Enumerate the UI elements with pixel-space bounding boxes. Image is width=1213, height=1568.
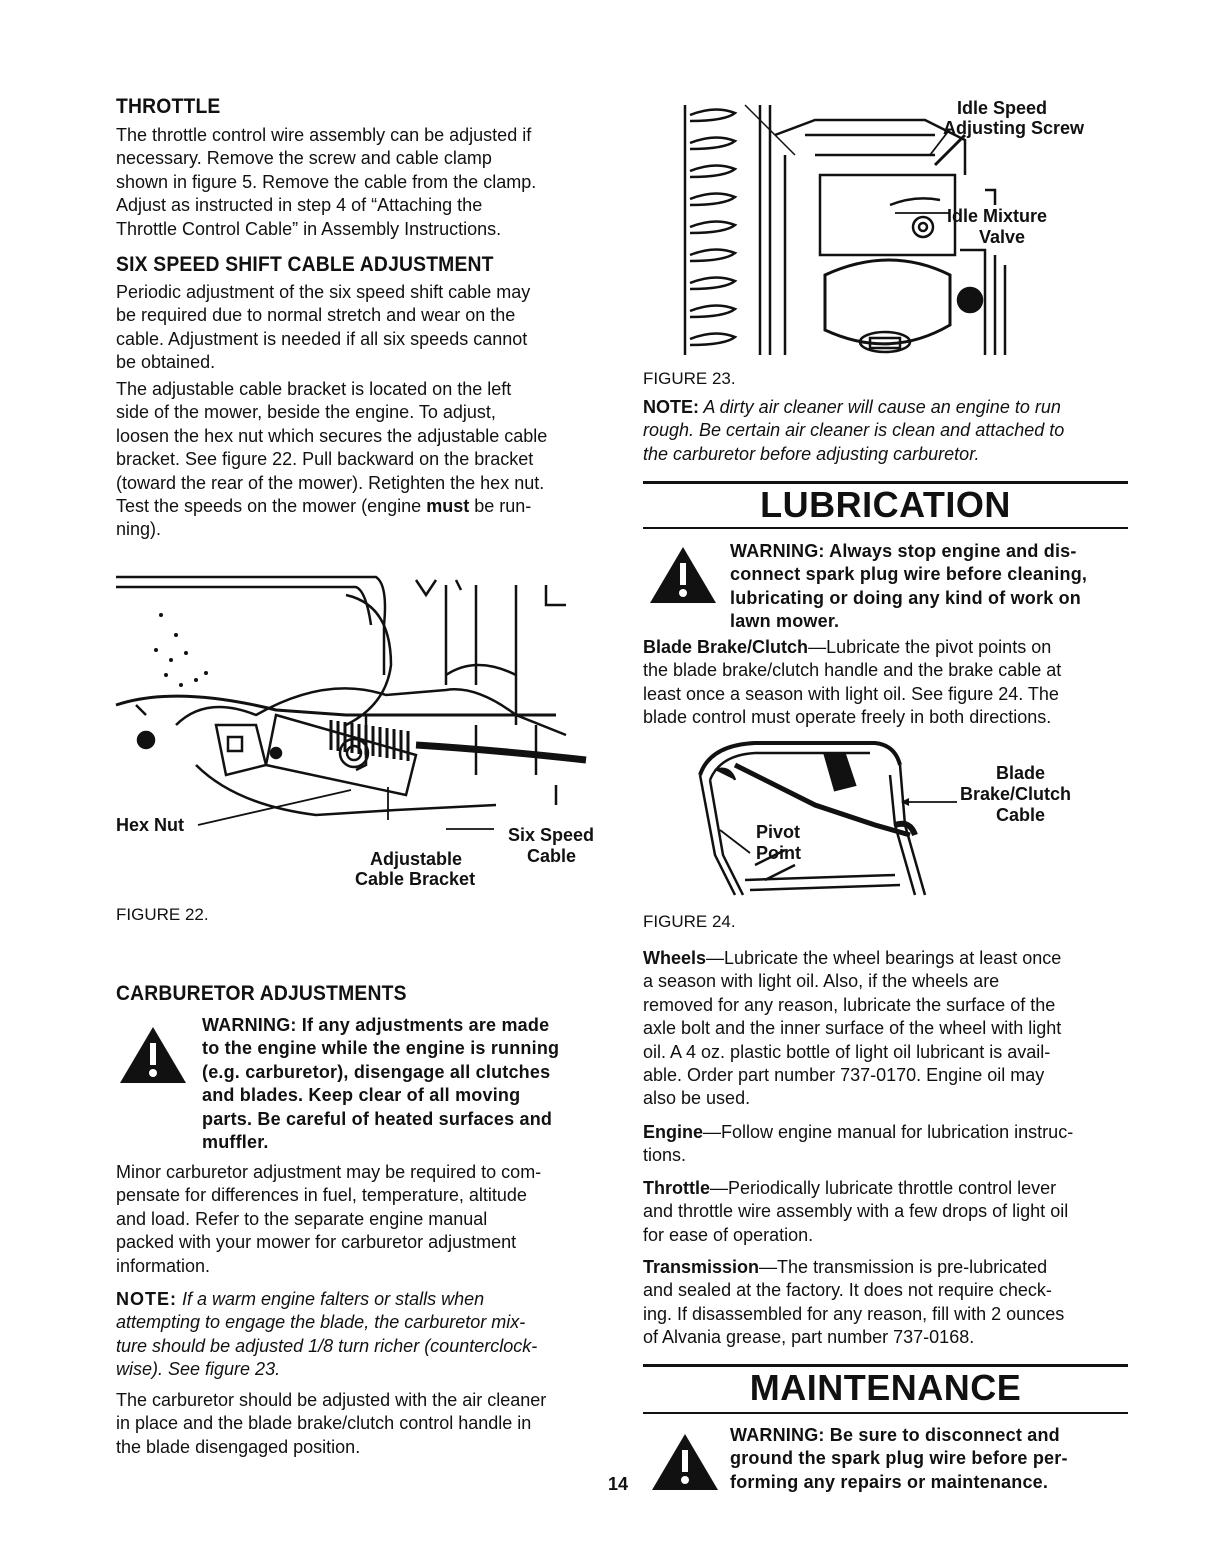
text-line: information. xyxy=(116,1255,211,1276)
text-line: blade control must operate freely in both directions. xyxy=(643,707,1052,728)
page-number: 14 xyxy=(608,1474,629,1494)
item-label: Transmission xyxy=(643,1257,760,1277)
item-label: Engine xyxy=(643,1122,704,1142)
carburetor-heading: CARBURETOR ADJUSTMENTS xyxy=(116,982,407,1005)
label-adjustable: Adjustable xyxy=(370,849,463,869)
text-line: for ease of operation. xyxy=(643,1224,814,1245)
text-line: and load. Refer to the separate engine manual xyxy=(116,1208,488,1229)
warning-line: lawn mower. xyxy=(730,611,840,632)
text-line: axle bolt and the inner surface of the wheel with light xyxy=(643,1018,1062,1039)
warning-line: lubricating or doing any kind of work on xyxy=(730,587,1082,608)
text-line: the blade disengaged position. xyxy=(116,1436,361,1457)
text-line xyxy=(643,947,1128,970)
item-label: Throttle xyxy=(643,1178,710,1198)
lubrication-warning xyxy=(730,540,1128,634)
text-line: least once a season with light oil. See figure 24. The xyxy=(643,683,1059,704)
text-line: Throttle Control Cable” in Assembly Instructions. xyxy=(116,218,502,239)
label-blade: Blade xyxy=(996,763,1046,783)
note-label: NOTE: xyxy=(116,1289,177,1309)
text-line: also be used. xyxy=(643,1088,751,1109)
text-line: oil. A 4 oz. plastic bottle of light oil lubricant is avail- xyxy=(643,1041,1051,1062)
throttle-paragraph xyxy=(116,124,598,241)
warning-line: and blades. Keep clear of all moving xyxy=(202,1085,521,1106)
maintenance-warning xyxy=(730,1424,1128,1494)
item-label: Wheels xyxy=(643,948,707,968)
text-line: loosen the hex nut which secures the adjustable cable xyxy=(116,425,548,446)
text-line: Minor carburetor adjustment may be required to com- xyxy=(116,1162,542,1182)
label-idle-mixture: Idle Mixture xyxy=(947,206,1048,226)
warning-line: parts. Be careful of heated surfaces and xyxy=(202,1108,553,1129)
note-label: NOTE: xyxy=(643,397,699,417)
text-line: be obtained. xyxy=(116,352,216,373)
text-line: rough. Be certain air cleaner is clean and attached to xyxy=(643,420,1065,441)
transmission-paragraph xyxy=(643,1256,1128,1350)
label-cable: Cable xyxy=(996,805,1046,825)
wheels-paragraph xyxy=(643,947,1128,1111)
carburetor-paragraph-1 xyxy=(116,1161,598,1278)
figure-22-illustration xyxy=(116,565,601,865)
throttle-lube-paragraph xyxy=(643,1177,1128,1247)
text-run: If a warm engine falters or stalls when xyxy=(177,1289,485,1309)
text-line xyxy=(643,1256,1128,1279)
text-line: pensate for differences in fuel, temperature, altitude xyxy=(116,1185,527,1206)
warning-triangle-icon xyxy=(650,1432,720,1492)
text-line: and throttle wire assembly with a few drops of light oil xyxy=(643,1201,1069,1222)
text-line: cable. Adjustment is needed if all six speeds cannot xyxy=(116,328,528,349)
text-line: removed for any reason, lubricate the surface of the xyxy=(643,994,1056,1015)
warning-line: ground the spark plug wire before per- xyxy=(730,1448,1068,1469)
emphasis-must: must xyxy=(426,496,470,517)
text-run: be run- xyxy=(469,496,532,517)
maintenance-rule-bottom xyxy=(643,1412,1128,1414)
text-line: wise). See figure 23. xyxy=(116,1359,281,1380)
carburetor-note xyxy=(116,1288,598,1382)
text-run: —Lubricate the pivot points on xyxy=(808,637,1052,657)
warning-triangle-icon xyxy=(648,545,718,605)
lubrication-rule-bottom xyxy=(643,527,1128,529)
warning-line: (e.g. carburetor), disengage all clutches xyxy=(202,1061,551,1082)
engine-paragraph xyxy=(643,1121,1128,1168)
label-idle-speed: Idle Speed xyxy=(957,98,1048,118)
text-line: packed with your mower for carburetor adjustment xyxy=(116,1232,517,1253)
figure-23-caption: FIGURE 23. xyxy=(643,369,736,388)
text-run: —Periodically lubricate throttle control lever xyxy=(710,1178,1057,1198)
six-speed-heading: SIX SPEED SHIFT CABLE ADJUSTMENT xyxy=(116,253,494,276)
text-line: ning). xyxy=(116,519,162,540)
warning-line: connect spark plug wire before cleaning, xyxy=(730,564,1088,585)
text-line: Periodic adjustment of the six speed shift cable may xyxy=(116,282,531,302)
label-hex-nut: Hex Nut xyxy=(116,815,185,835)
text-line xyxy=(643,1121,1128,1144)
warning-line: WARNING: If any adjustments are made xyxy=(202,1015,550,1035)
text-line: a season with light oil. Also, if the wheels are xyxy=(643,971,1000,992)
text-line: ing. If disassembled for any reason, fill with 2 ounces xyxy=(643,1303,1065,1324)
label-point: Point xyxy=(756,843,801,863)
label-valve: Valve xyxy=(979,227,1026,247)
text-line: able. Order part number 737-0170. Engine oil may xyxy=(643,1065,1045,1086)
text-line: The carburetor should be adjusted with the air cleaner xyxy=(116,1390,547,1410)
text-line: side of the mower, beside the engine. To adjust, xyxy=(116,402,496,423)
warning-line: WARNING: Be sure to disconnect and xyxy=(730,1425,1060,1445)
label-cable-bracket: Cable Bracket xyxy=(355,869,476,889)
text-run: A dirty air cleaner will cause an engine to run xyxy=(699,397,1061,417)
text-line: the carburetor before adjusting carburetor. xyxy=(643,443,980,464)
text-line: in place and the blade brake/clutch control handle in xyxy=(116,1413,532,1434)
warning-line: to the engine while the engine is running xyxy=(202,1038,560,1059)
carburetor-warning xyxy=(202,1014,598,1154)
text-line xyxy=(116,1288,598,1311)
label-brake-clutch: Brake/Clutch xyxy=(960,784,1072,804)
text-line xyxy=(643,1177,1128,1200)
text-line xyxy=(643,636,1128,659)
figure-24-illustration xyxy=(695,735,945,900)
text-line xyxy=(643,396,1128,419)
warning-line: WARNING: Always stop engine and dis- xyxy=(730,541,1077,561)
text-line xyxy=(116,495,598,518)
text-run: Test the speeds on the mower (engine xyxy=(116,496,427,517)
label-six-speed: Six Speed xyxy=(508,825,595,845)
text-line: attempting to engage the blade, the carburetor mix- xyxy=(116,1312,526,1333)
text-line: ture should be adjusted 1/8 turn richer (counterclock- xyxy=(116,1335,538,1356)
text-run: —The transmission is pre-lubricated xyxy=(759,1257,1048,1277)
text-line: bracket. See figure 22. Pull backward on the bracket xyxy=(116,449,534,470)
six-speed-paragraph-1 xyxy=(116,281,598,375)
text-run: —Lubricate the wheel bearings at least once xyxy=(706,948,1062,968)
label-cable: Cable xyxy=(527,846,577,866)
text-line: shown in figure 5. Remove the cable from the clamp. xyxy=(116,171,537,192)
text-line: be required due to normal stretch and wear on the xyxy=(116,305,516,326)
figure-23-note xyxy=(643,396,1128,466)
throttle-heading: THROTTLE xyxy=(116,95,221,118)
label-pivot: Pivot xyxy=(756,822,801,842)
text-line: necessary. Remove the screw and cable clamp xyxy=(116,148,492,169)
figure-22-caption: FIGURE 22. xyxy=(116,905,209,924)
text-line: The throttle control wire assembly can be adjusted if xyxy=(116,125,532,145)
label-adjusting-screw: Adjusting Screw xyxy=(943,118,1085,138)
text-line: the blade brake/clutch handle and the brake cable at xyxy=(643,660,1062,681)
six-speed-paragraph-2 xyxy=(116,378,598,542)
maintenance-heading: MAINTENANCE xyxy=(749,1367,1022,1408)
warning-line: forming any repairs or maintenance. xyxy=(730,1471,1049,1492)
text-line: of Alvania grease, part number 737-0168. xyxy=(643,1327,975,1348)
blade-brake-paragraph xyxy=(643,636,1128,730)
text-line: (toward the rear of the mower). Retighten the hex nut. xyxy=(116,472,545,493)
text-run: —Follow engine manual for lubrication instruc- xyxy=(703,1122,1074,1142)
text-line: tions. xyxy=(643,1145,687,1166)
text-line: Adjust as instructed in step 4 of “Attaching the xyxy=(116,195,483,216)
item-label: Blade Brake/Clutch xyxy=(643,637,809,657)
figure-24-caption: FIGURE 24. xyxy=(643,912,736,931)
warning-line: muffler. xyxy=(202,1132,269,1153)
warning-triangle-icon xyxy=(118,1025,188,1085)
text-line: The adjustable cable bracket is located on the left xyxy=(116,379,512,399)
text-line: and sealed at the factory. It does not require check- xyxy=(643,1280,1052,1301)
carburetor-paragraph-2 xyxy=(116,1389,598,1459)
lubrication-heading: LUBRICATION xyxy=(760,484,1011,525)
